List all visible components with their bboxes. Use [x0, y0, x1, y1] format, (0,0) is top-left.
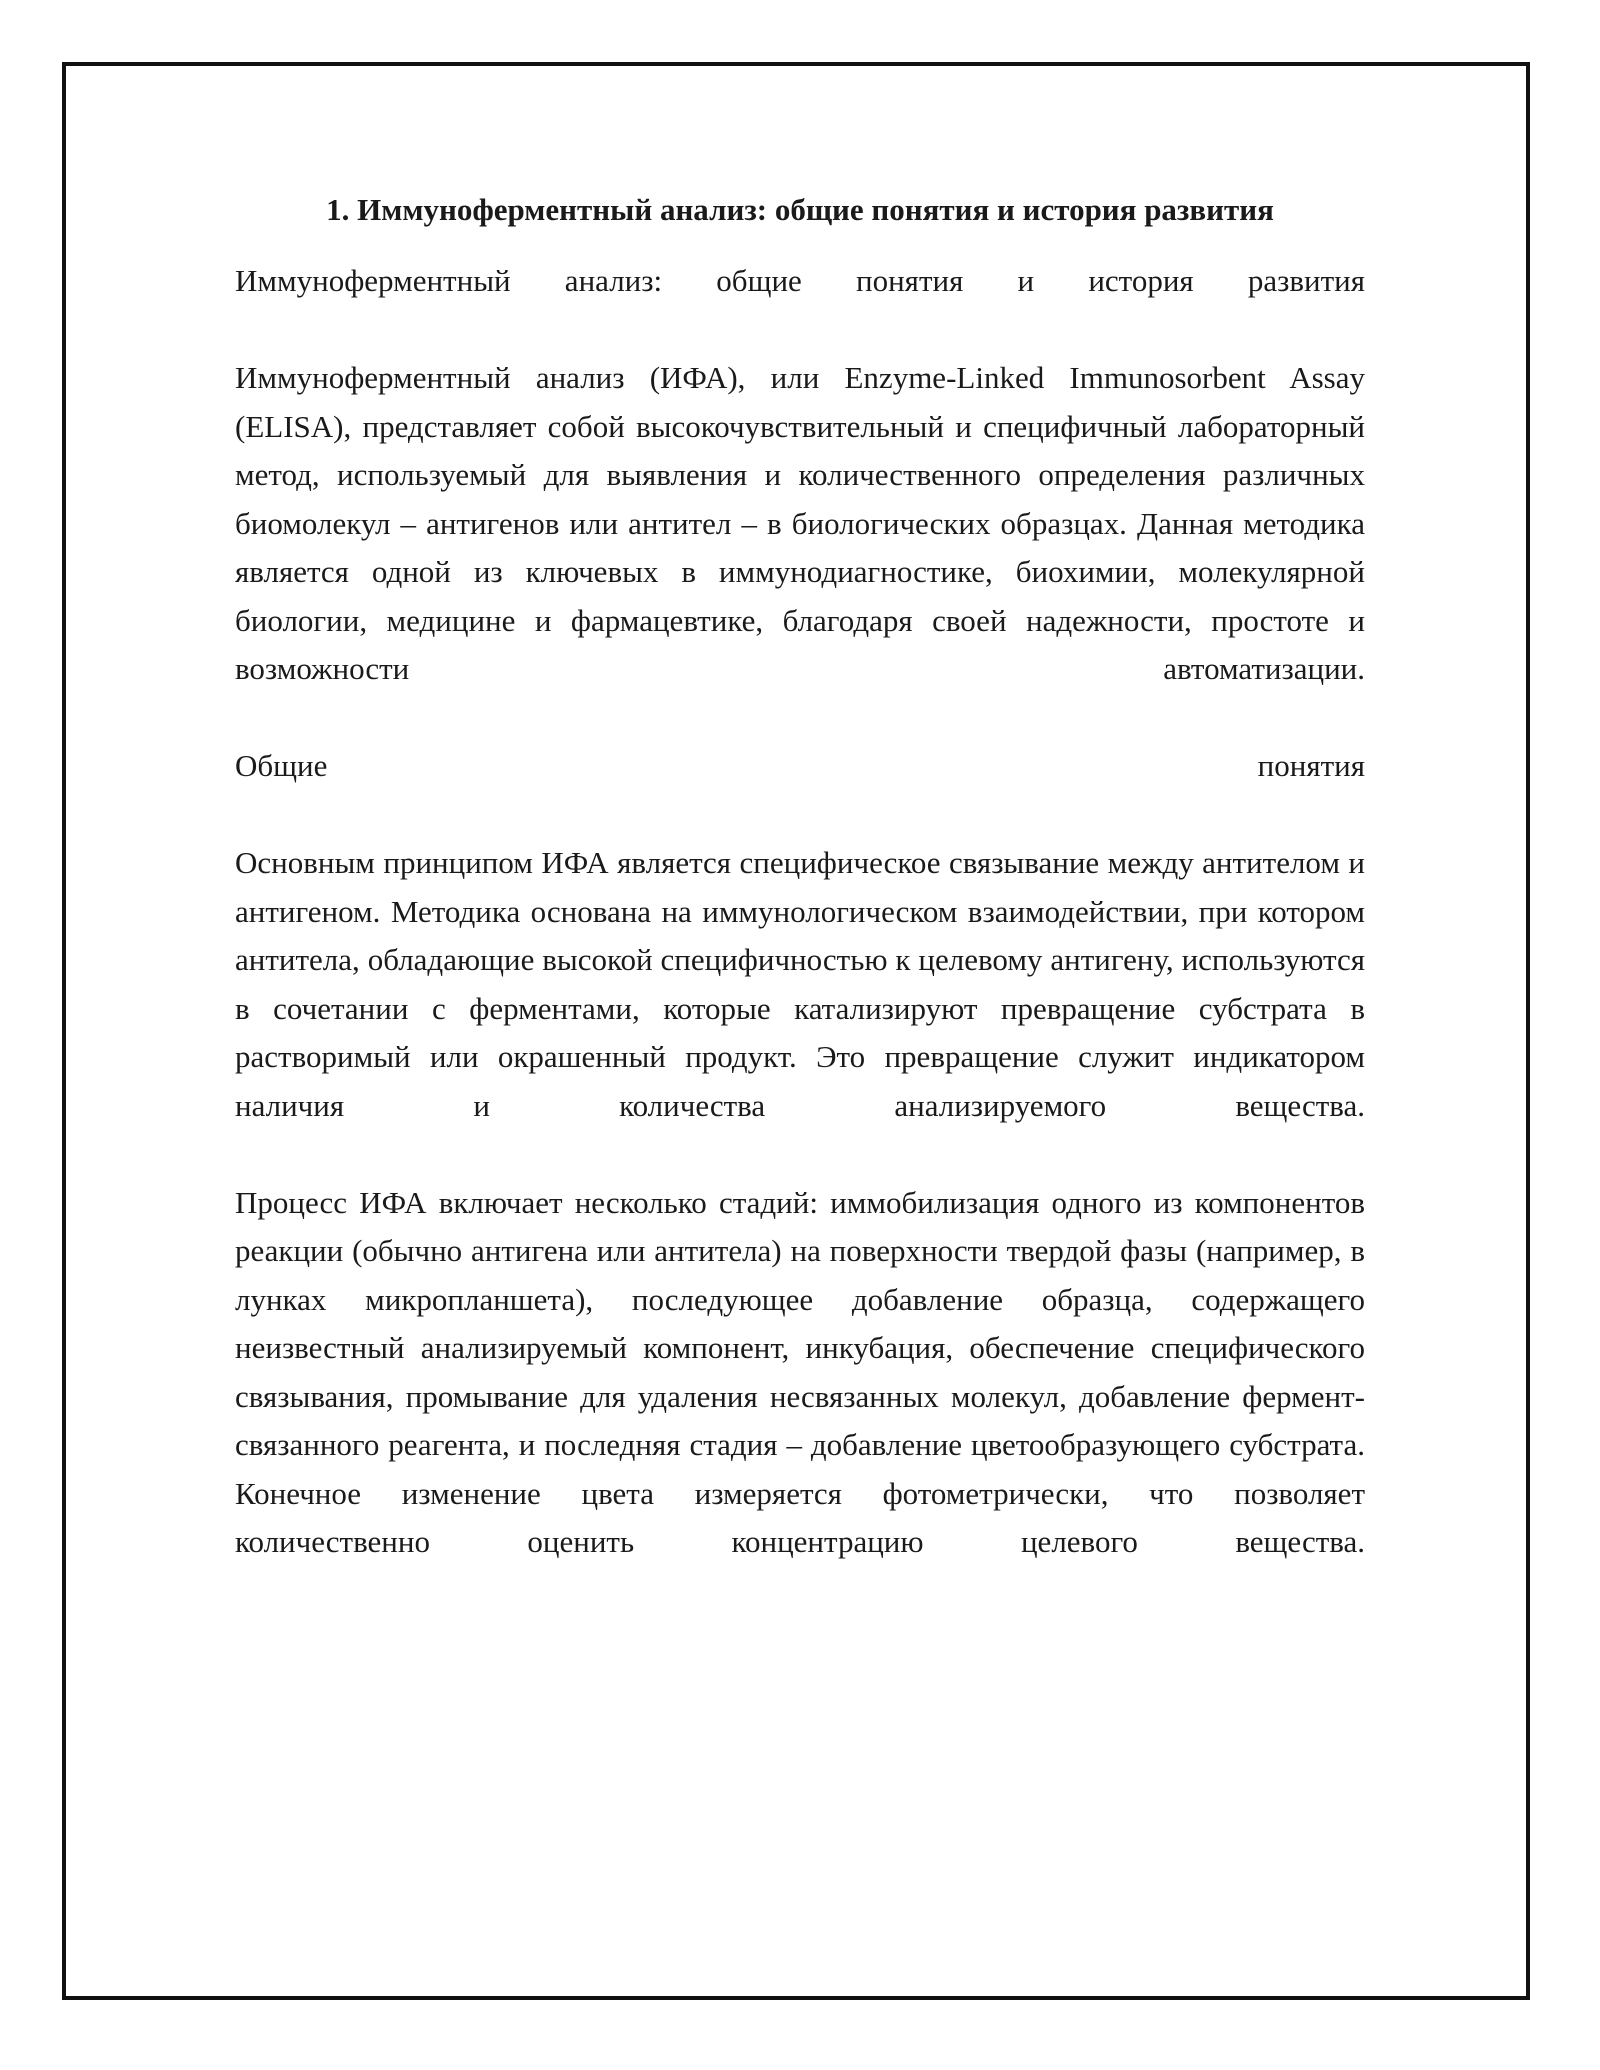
- paragraph-subheading: Общие понятия: [235, 748, 1365, 783]
- paragraph-title-repeat: Иммуноферментный анализ: общие понятия и история развития: [235, 263, 1365, 298]
- document-body: [235, 185, 1365, 1615]
- paragraph-intro: Иммуноферментный анализ (ИФА), или Enzyme-Linked Immunosorbent Assay (ELISA), представляет собой высокочувствительный и специфичный лабораторный метод, используемый для выявления и количественного определения различных биомолекул – антигенов или антител – в биологических образцах. Данная методика является одной из ключевых в иммунодиагностике, биохимии, молекулярной биологии, медицине и фармацевтике, благодаря своей надежности, простоте и возможности автоматизации.: [235, 360, 1365, 686]
- paragraph-principle: Основным принципом ИФА является специфическое связывание между антителом и антигеном. Методика основана на иммунологическом взаимодействии, при котором антитела, обладающие высокой специфичностью к целевому антигену, используются в сочетании с ферментами, которые катализируют превращение субстрата в растворимый или окрашенный продукт. Это превращение служит индикатором наличия и количества анализируемого вещества.: [235, 845, 1365, 1123]
- paragraph-process: Процесс ИФА включает несколько стадий: иммобилизация одного из компонентов реакции (обычно антигена или антитела) на поверхности твердой фазы (например, в лунках микропланшета), последующее добавление образца, содержащего неизвестный анализируемый компонент, инкубация, обеспечение специфического связывания, промывание для удаления несвязанных молекул, добавление фермент-связанного реагента, и последняя стадия – добавление цветообразующего субстрата. Конечное изменение цвета измеряется фотометрически, что позволяет количественно оценить концентрацию целевого вещества.: [235, 1184, 1365, 1559]
- section-heading: 1. Иммуноферментный анализ: общие понятия и история развития: [326, 192, 1274, 227]
